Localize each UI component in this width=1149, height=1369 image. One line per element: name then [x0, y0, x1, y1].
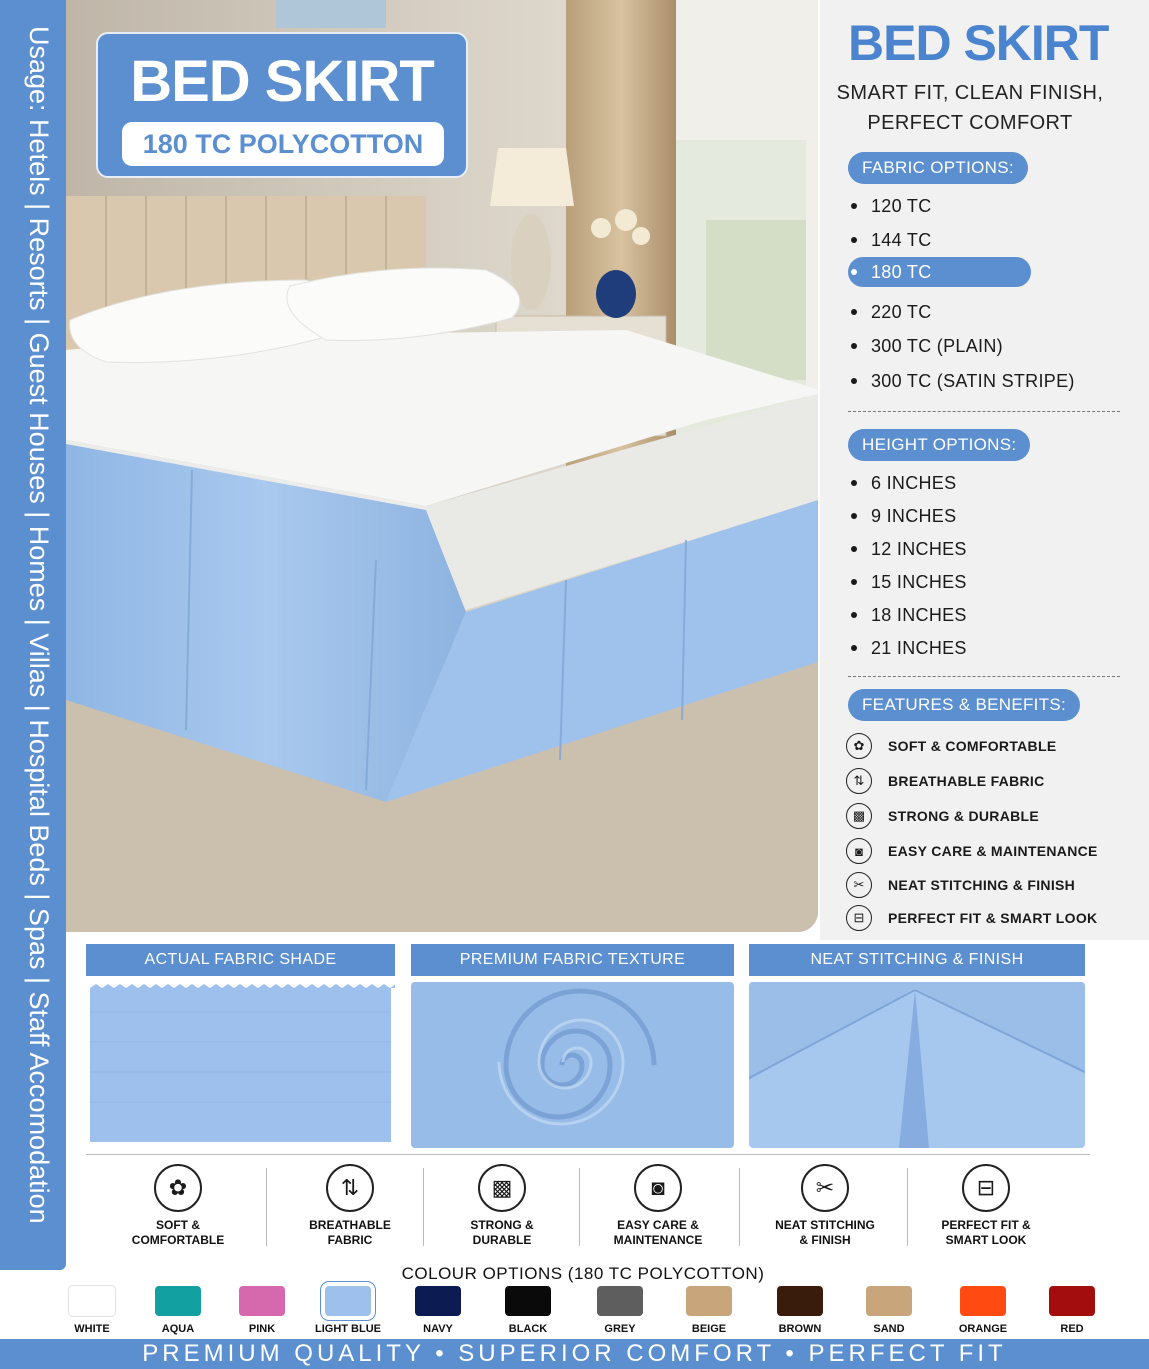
- colour-chip: [777, 1286, 823, 1316]
- panel-title-fabric-texture: PREMIUM FABRIC TEXTURE: [411, 944, 734, 976]
- bed-icon: ⊟: [962, 1164, 1010, 1212]
- colour-swatch-aqua[interactable]: [143, 1286, 213, 1335]
- colour-chip: [686, 1286, 732, 1316]
- tagline-line-2: PERFECT COMFORT: [867, 112, 1073, 134]
- fabric-swatch-image: [86, 982, 395, 1148]
- colour-chip: [960, 1286, 1006, 1316]
- sewing-machine-icon: ✂: [801, 1164, 849, 1212]
- colour-chip: [325, 1286, 371, 1316]
- height-option[interactable]: 6 INCHES: [848, 468, 956, 498]
- colour-options-title: COLOUR OPTIONS (180 TC POLYCOTTON): [401, 1264, 765, 1283]
- benefit-perfect-fit: ⊟ PERFECT FIT & SMART LOOK: [908, 1160, 1064, 1260]
- bullet-icon: [851, 203, 857, 209]
- height-option[interactable]: 12 INCHES: [848, 534, 967, 564]
- cotton-flower-icon: ✿: [846, 733, 872, 759]
- bullet-icon: [851, 237, 857, 243]
- panel-title-fabric-shade: ACTUAL FABRIC SHADE: [86, 944, 395, 976]
- colour-swatch-navy[interactable]: [403, 1286, 473, 1335]
- stitching-image: [749, 982, 1085, 1148]
- colour-name: BROWN: [778, 1323, 822, 1335]
- fabric-option[interactable]: 300 TC (PLAIN): [848, 331, 1003, 361]
- weave-icon: ▩: [478, 1164, 526, 1212]
- colour-swatch-black[interactable]: [493, 1286, 563, 1335]
- sewing-machine-icon: ✂: [846, 872, 872, 898]
- hero-title: BED SKIRT: [130, 49, 434, 114]
- benefit-easy-care: ◙ EASY CARE & MAINTENANCE: [580, 1160, 736, 1260]
- colour-chip: [1049, 1286, 1095, 1316]
- panel-title-stitching: NEAT STITCHING & FINISH: [749, 944, 1085, 976]
- colour-swatch-orange[interactable]: [948, 1286, 1018, 1335]
- colour-swatch-white[interactable]: [57, 1286, 127, 1335]
- height-option[interactable]: 15 INCHES: [848, 567, 967, 597]
- height-option[interactable]: 18 INCHES: [848, 600, 967, 630]
- divider: [848, 676, 1120, 677]
- divider: [86, 1154, 1090, 1155]
- feature-item: ⊟ PERFECT FIT & SMART LOOK: [846, 904, 1097, 932]
- height-options-heading: HEIGHT OPTIONS:: [848, 429, 1030, 461]
- colour-name: WHITE: [74, 1323, 110, 1335]
- fabric-option[interactable]: 120 TC: [848, 191, 932, 221]
- colour-chip: [69, 1286, 115, 1316]
- feature-item: ◙ EASY CARE & MAINTENANCE: [846, 837, 1098, 865]
- benefit-durable: ▩ STRONG & DURABLE: [424, 1160, 580, 1260]
- features-heading: FEATURES & BENEFITS:: [848, 689, 1080, 721]
- feature-item: ▩ STRONG & DURABLE: [846, 802, 1039, 830]
- airflow-arrows-icon: ⇅: [846, 768, 872, 794]
- colour-name: RED: [1060, 1323, 1084, 1335]
- bullet-icon: [851, 378, 857, 384]
- washer-icon: ◙: [846, 838, 872, 864]
- benefit-stitching: ✂ NEAT STITCHING & FINISH: [747, 1160, 903, 1260]
- hero-subtitle: 180 TC POLYCOTTON: [122, 122, 444, 166]
- colour-name: PINK: [248, 1323, 276, 1335]
- height-option[interactable]: 9 INCHES: [848, 501, 956, 531]
- usage-text: Usage: Hetels | Resorts | Guest Houses | Homes | Villas | Hospital Beds | Spas | Staff Accomodation: [24, 26, 54, 1224]
- benefit-soft: ✿ SOFT & COMFORTABLE: [100, 1160, 256, 1260]
- fabric-option[interactable]: 220 TC: [848, 297, 932, 327]
- bullet-icon: [851, 309, 857, 315]
- fabric-option[interactable]: 144 TC: [848, 225, 932, 255]
- height-option[interactable]: 21 INCHES: [848, 633, 967, 663]
- fabric-options-heading: FABRIC OPTIONS:: [848, 152, 1028, 184]
- colour-swatch-sand[interactable]: [854, 1286, 924, 1335]
- colour-name: ORANGE: [958, 1323, 1008, 1335]
- info-panel: [820, 0, 1149, 940]
- colour-chip: [239, 1286, 285, 1316]
- colour-name: AQUA: [161, 1323, 195, 1335]
- tagline-line-1: SMART FIT, CLEAN FINISH,: [836, 82, 1104, 104]
- colour-chip: [866, 1286, 912, 1316]
- colour-swatch-pink[interactable]: [227, 1286, 297, 1335]
- bullet-icon: [851, 343, 857, 349]
- divider: [848, 411, 1120, 412]
- colour-chip: [415, 1286, 461, 1316]
- colour-name: LIGHT BLUE: [315, 1323, 381, 1335]
- fabric-option-selected[interactable]: 180 TC: [848, 257, 1031, 287]
- fabric-texture-image: [411, 982, 734, 1148]
- info-title: BED SKIRT: [848, 15, 1109, 71]
- info-tagline: [820, 78, 1120, 138]
- bullet-icon: [851, 645, 857, 651]
- title-card: [96, 32, 468, 178]
- colour-swatch-beige[interactable]: [674, 1286, 744, 1335]
- colour-swatch-grey[interactable]: [585, 1286, 655, 1335]
- colour-name: GREY: [604, 1323, 636, 1335]
- colour-name: BEIGE: [691, 1323, 727, 1335]
- usage-strip: [0, 0, 66, 1270]
- colour-swatch-red[interactable]: [1037, 1286, 1107, 1335]
- colour-chip: [597, 1286, 643, 1316]
- colour-swatch-light-blue[interactable]: [313, 1286, 383, 1335]
- bullet-icon: [851, 480, 857, 486]
- fabric-option[interactable]: 300 TC (SATIN STRIPE): [848, 366, 1075, 396]
- colour-name: SAND: [873, 1323, 905, 1335]
- benefit-breathable: ⇅ BREATHABLE FABRIC: [272, 1160, 428, 1260]
- footer-tagline: PREMIUM QUALITY • SUPERIOR COMFORT • PERFECT FIT: [0, 1339, 1149, 1369]
- weave-icon: ▩: [846, 803, 872, 829]
- airflow-arrows-icon: ⇅: [326, 1164, 374, 1212]
- feature-item: ⇅ BREATHABLE FABRIC: [846, 767, 1045, 795]
- cotton-flower-icon: ✿: [154, 1164, 202, 1212]
- colour-swatch-brown[interactable]: [765, 1286, 835, 1335]
- bed-icon: ⊟: [846, 905, 872, 931]
- washer-icon: ◙: [634, 1164, 682, 1212]
- feature-item: ✿ SOFT & COMFORTABLE: [846, 732, 1056, 760]
- colour-name: BLACK: [508, 1323, 548, 1335]
- bullet-icon: [851, 513, 857, 519]
- colour-name: NAVY: [423, 1323, 453, 1335]
- bullet-icon: [851, 612, 857, 618]
- bullet-icon: [851, 269, 857, 275]
- bullet-icon: [851, 579, 857, 585]
- feature-item: ✂ NEAT STITCHING & FINISH: [846, 871, 1075, 899]
- colour-chip: [155, 1286, 201, 1316]
- bullet-icon: [851, 546, 857, 552]
- colour-chip: [505, 1286, 551, 1316]
